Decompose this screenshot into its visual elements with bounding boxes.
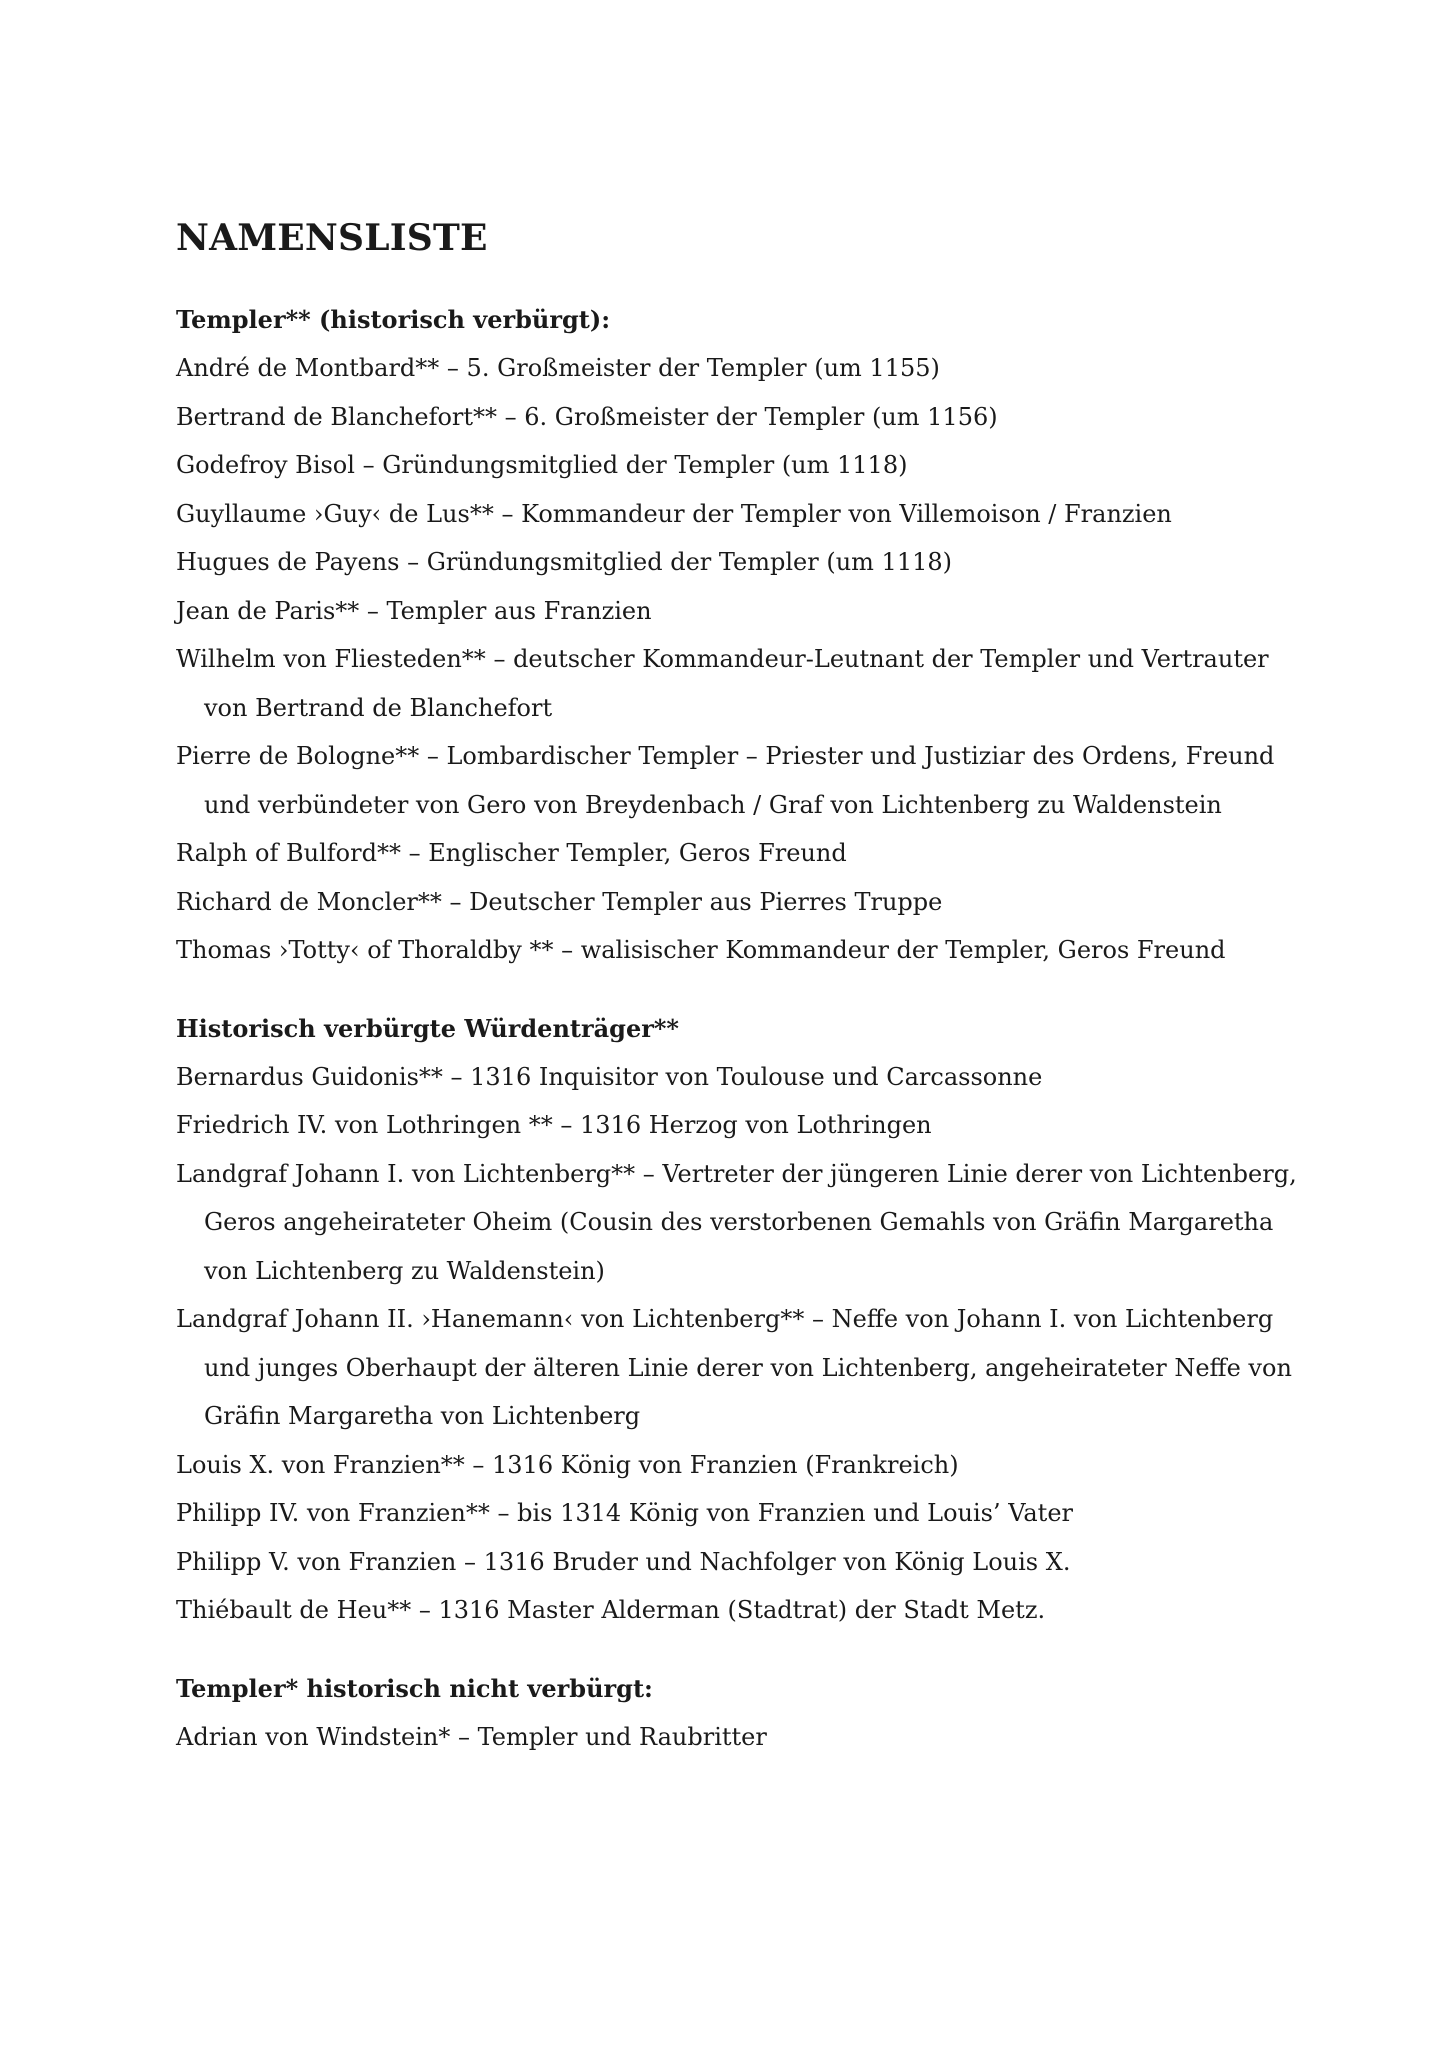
list-item: Hugues de Payens – Gründungsmitglied der Templer (um 1118): [176, 548, 952, 576]
list-item: André de Montbard** – 5. Großmeister der Templer (um 1155): [176, 354, 940, 382]
list-item: Ralph of Bulford** – Englischer Templer, Geros Freund: [176, 839, 847, 867]
section-templer-verbuergt: [176, 296, 1306, 975]
page-title: NAMENSLISTE: [176, 217, 488, 259]
list-item: Friedrich IV. von Lothringen ** – 1316 Herzog von Lothringen: [176, 1111, 932, 1139]
list-item: Philipp V. von Franzien – 1316 Bruder und Nachfolger von König Louis X.: [176, 1547, 1071, 1576]
list-item: Pierre de Bologne** – Lombardischer Templer – Priester und Justiziar des Ordens, Freund und verbündeter von Gero von Breydenbach / Graf von Lichtenberg zu Waldenstein: [176, 742, 1275, 819]
list-item: Landgraf Johann I. von Lichtenberg** – Vertreter der jüngeren Linie derer von Lichtenberg, Geros angeheirateter Oheim (Cousin des verstorbenen Gemahls von Gräfin Margaretha von Lichtenberg zu Waldenstein): [176, 1159, 1297, 1285]
list-item: Richard de Moncler** – Deutscher Templer aus Pierres Truppe: [176, 887, 943, 916]
section-templer-nicht-verbuergt: [176, 1665, 1306, 1762]
list-item: Guyllaume ›Guy‹ de Lus** – Kommandeur der Templer von Villemoison / Franzien: [176, 499, 1172, 528]
section-wuerdentraeger: [176, 1005, 1306, 1635]
section-heading: Historisch verbürgte Würdenträger**: [176, 1013, 679, 1043]
document-page: [176, 210, 1306, 1791]
list-item: Philipp IV. von Franzien** – bis 1314 König von Franzien und Louis’ Vater: [176, 1499, 1073, 1527]
list-item: Thomas ›Totty‹ of Thoraldby ** – walisischer Kommandeur der Templer, Geros Freund: [176, 936, 1226, 964]
list-item: Landgraf Johann II. ›Hanemann‹ von Lichtenberg** – Neffe von Johann I. von Lichtenberg und junges Oberhaupt der älteren Linie derer von Lichtenberg, angeheirateter Neffe von Gräfin Margaretha von Lichtenberg: [176, 1305, 1292, 1430]
list-item: Bernardus Guidonis** – 1316 Inquisitor von Toulouse und Carcassonne: [176, 1062, 1043, 1091]
list-item: Wilhelm von Fliesteden** – deutscher Kommandeur-Leutnant der Templer und Vertrauter von Bertrand de Blanchefort: [176, 645, 1269, 722]
list-item: Godefroy Bisol – Gründungsmitglied der Templer (um 1118): [176, 451, 908, 479]
list-item: Thiébault de Heu** – 1316 Master Alderman (Stadtrat) der Stadt Metz.: [176, 1596, 1046, 1624]
section-heading: Templer* historisch nicht verbürgt:: [176, 1673, 653, 1703]
section-heading: Templer** (historisch verbürgt):: [176, 305, 611, 334]
list-item: Louis X. von Franzien** – 1316 König von Franzien (Frankreich): [176, 1450, 959, 1479]
list-item: Adrian von Windstein* – Templer und Raubritter: [176, 1722, 767, 1751]
list-item: Bertrand de Blanchefort** – 6. Großmeister der Templer (um 1156): [176, 402, 998, 431]
list-item: Jean de Paris** – Templer aus Franzien: [176, 596, 652, 625]
